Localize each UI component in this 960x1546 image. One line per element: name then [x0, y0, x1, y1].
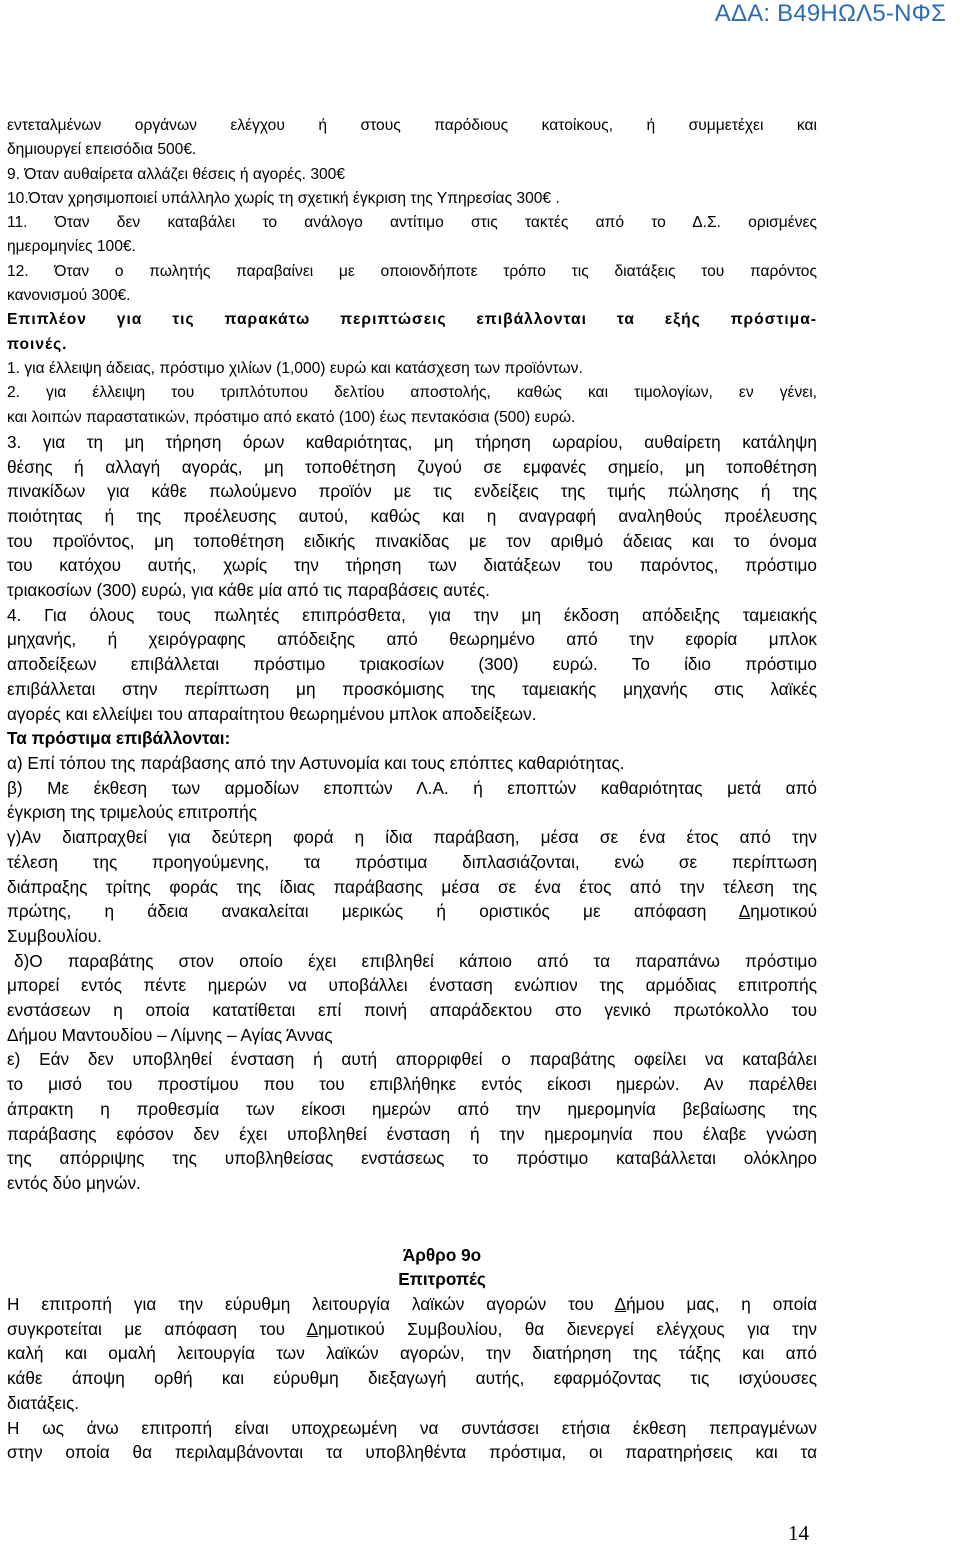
text-line: του κατόχου αυτής, χωρίς την τήρηση των διατάξεων του παρόντος, πρόστιμο: [7, 555, 817, 576]
text-line: Η ως άνω επιτροπή είναι υποχρεωμένη να συντάσσει ετήσια έκθεση πεπραγμένων: [7, 1417, 817, 1438]
document-body: [7, 114, 817, 1465]
text-line: μπορεί εντός πέντε ημερών να υποβάλλει ένσταση ενώπιον της αρμόδιας επιτροπής: [7, 975, 817, 996]
text-line: 12. Όταν ο πωλητής παραβαίνει με οποιονδήποτε τρόπο τις διατάξεις του παρόντος: [7, 262, 817, 280]
article-title: Άρθρο 9ο: [402, 1244, 482, 1265]
text-line: έγκριση της τριμελούς επιτροπής: [7, 802, 258, 823]
section-enforcement-list-c: [7, 924, 817, 949]
text-segment: Η επιτροπή για την εύρυθμη λειτουργία λαϊκών αγορών του: [7, 1294, 615, 1315]
text-line: ε) Εάν δεν υποβληθεί ένσταση ή αυτή απορριφθεί ο παραβάτης οφείλει να καταβάλει: [7, 1049, 817, 1070]
text-line: του προϊόντος, μη τοποθέτηση ειδικής πινακίδας με τον αριθμό άδειας και το όνομα: [7, 530, 817, 551]
text-line: εντός δύο μηνών.: [7, 1172, 141, 1193]
text-line: δημιουργεί επεισόδια 500€.: [7, 141, 197, 159]
section-penalties-list-a: [7, 114, 817, 308]
section-committee-text: [7, 1341, 817, 1465]
text-line: Συμβουλίου.: [7, 925, 102, 946]
text-segment: ημοτικού: [750, 901, 817, 922]
text-line: β) Με έκθεση των αρμοδίων εποπτών Λ.Α. ή εποπτών καθαριότητας μετά από: [7, 777, 817, 798]
text-line: α) Επί τόπου της παράβασης από την Αστυνομία και τους επόπτες καθαριότητας.: [7, 753, 625, 773]
text-line: διατάξεις.: [7, 1392, 80, 1413]
text-line: επιβάλλεται στην περίπτωση μη προσκόμισης της ταμειακής μηχανής στις λαϊκές: [7, 678, 817, 699]
article-subtitle: Επιτροπές: [398, 1269, 486, 1290]
bold-heading-line: ποινές.: [7, 335, 68, 353]
underlined-letter: Δ: [738, 901, 751, 922]
text-line: κανονισμού 300€.: [7, 287, 131, 305]
text-line: 4. Για όλους τους πωλητές επιπρόσθετα, για την μη έκδοση απόδειξης ταμειακής: [7, 604, 817, 625]
section-penalties-list-c: [7, 430, 817, 726]
text-line: της απόρριψης της υποβληθείσας ενστάσεως το πρόστιμο καταβάλλεται ολόκληρο: [7, 1148, 817, 1169]
text-line: αγορές και ελλείψει του απαραίτητου θεωρημένου μπλοκ αποδείξεων.: [7, 703, 537, 724]
text-line: [7, 1317, 817, 1342]
text-line: στην οποία θα περιλαμβάνονται τα υποβληθέντα πρόστιμα, οι παρατηρήσεις και τα: [7, 1442, 817, 1463]
page-number: 14: [788, 1521, 809, 1545]
text-line: ενστάσεων η οποία κατατίθεται επί ποινή απαράδεκτου στο γενικό πρωτόκολλο του: [7, 1000, 817, 1021]
text-line: πινακίδων για κάθε πωλούμενο προϊόν με τις ενδείξεις της τιμής πώλησης ή της: [7, 481, 817, 502]
text-line: τριακοσίων (300) ευρώ, για κάθε μία από τις παραβάσεις αυτές.: [7, 580, 490, 601]
text-segment: ήμου μας, η οποία: [626, 1294, 818, 1315]
section-enforcement-list-d: [7, 973, 817, 1195]
text-line: παράβασης εφόσον δεν έχει υποβληθεί ένσταση ή την ημερομηνία που έλαβε γνώση: [7, 1123, 817, 1144]
text-line: 10.Όταν χρησιμοποιεί υπάλληλο χωρίς τη σχετική έγκριση της Υπηρεσίας 300€ .: [7, 189, 560, 207]
text-line: εντεταλμένων οργάνων ελέγχου ή στους παρόδιους κατοίκους, ή συμμετέχει και: [7, 117, 817, 134]
text-line: καλή και ομαλή λειτουργία των λαϊκών αγορών, την διατήρηση της τάξης και από: [7, 1343, 817, 1364]
underlined-letter: Δ: [306, 1318, 319, 1339]
text-line: άπρακτη η προθεσμία των είκοσι ημερών από την ημερομηνία βεβαίωσης της: [7, 1098, 817, 1119]
text-segment: ημοτικού Συμβουλίου, θα διενεργεί ελέγχους για την: [318, 1318, 817, 1339]
section-penalties-list-b: [7, 357, 817, 430]
text-line: 9. Όταν αυθαίρετα αλλάζει θέσεις ή αγορές. 300€: [7, 165, 346, 183]
text-line: 1. για έλλειψη άδειας, πρόστιμο χιλίων (1,000) ευρώ και κατάσχεση των προϊόντων.: [7, 359, 583, 377]
text-line: και λοιπών παραστατικών, πρόστιμο από εκατό (100) έως πεντακόσια (500) ευρώ.: [7, 408, 576, 426]
text-line: [7, 899, 817, 924]
text-segment: πρώτης, η άδεια ανακαλείται μερικώς ή οριστικός με απόφαση: [7, 901, 739, 922]
underlined-letter: Δ: [614, 1294, 627, 1315]
section-enforcement-list: [7, 751, 817, 899]
text-line: 11. Όταν δεν καταβάλει το ανάλογο αντίτιμο στις τακτές από το Δ.Σ. ορισμένες: [7, 214, 817, 232]
text-line: ποιότητας ή της προέλευσης αυτού, καθώς και η αναγραφή αναληθούς προέλευσης: [7, 505, 817, 526]
text-line: 2. για έλλειψη του τριπλότυπου δελτίου αποστολής, καθώς και τιμολογίων, εν γένει,: [7, 384, 817, 402]
bold-heading-line: Επιπλέον για τις παρακάτω περιπτώσεις επιβάλλονται τα εξής πρόστιμα-: [7, 311, 817, 329]
text-line: διάπραξης τρίτης φοράς της ίδιας παράβασης μέσα σε ένα έτος από την τέλεση της: [7, 876, 817, 897]
text-line: δ)Ο παραβάτης στον οποίο έχει επιβληθεί κάποιο από τα παραπάνω πρόστιμο: [14, 950, 817, 971]
text-segment: συγκροτείται με απόφαση του: [7, 1318, 307, 1339]
text-line: 3. για τη μη τήρηση όρων καθαριότητας, μη τήρηση ωραρίου, αυθαίρετη κατάληψη: [7, 431, 817, 452]
text-line: [7, 1292, 817, 1317]
text-line: κάθε άποψη ορθή και εύρυθμη διεξαγωγή αυτής, εφαρμόζοντας τις ισχύουσες: [7, 1368, 817, 1389]
spacer: [7, 1196, 817, 1243]
text-line: Δήμου Μαντουδίου – Λίμνης – Αγίας Άννας: [7, 1024, 333, 1045]
text-line: τέλεση της προηγούμενης, τα πρόστιμα διπλασιάζονται, ενώ σε περίπτωση: [7, 851, 817, 872]
text-line: ημερομηνίες 100€.: [7, 238, 136, 256]
ada-code: ΑΔΑ: Β49ΗΩΛ5-ΝΦΣ: [714, 0, 946, 27]
text-line: μηχανής, ή χειρόγραφης απόδειξης από θεωρημένο από την εφορία μπλοκ: [7, 629, 817, 650]
bold-heading: [7, 308, 817, 357]
text-line: θέσης ή αλλαγή αγοράς, μη τοποθέτηση ζυγού σε εμφανές σημείο, μη τοποθέτηση: [7, 456, 817, 477]
text-line: αποδείξεων επιβάλλεται πρόστιμο τριακοσίων (300) ευρώ. Το ίδιο πρόστιμο: [7, 654, 817, 675]
penalties-heading: Τα πρόστιμα επιβάλλονται:: [7, 728, 231, 749]
text-line: το μισό του προστίμου που του επιβλήθηκε εντός είκοσι ημερών. Αν παρέλθει: [7, 1074, 817, 1095]
text-line: γ)Αν διαπραχθεί για δεύτερη φορά η ίδια παράβαση, μέσα σε ένα έτος από την: [7, 827, 817, 848]
